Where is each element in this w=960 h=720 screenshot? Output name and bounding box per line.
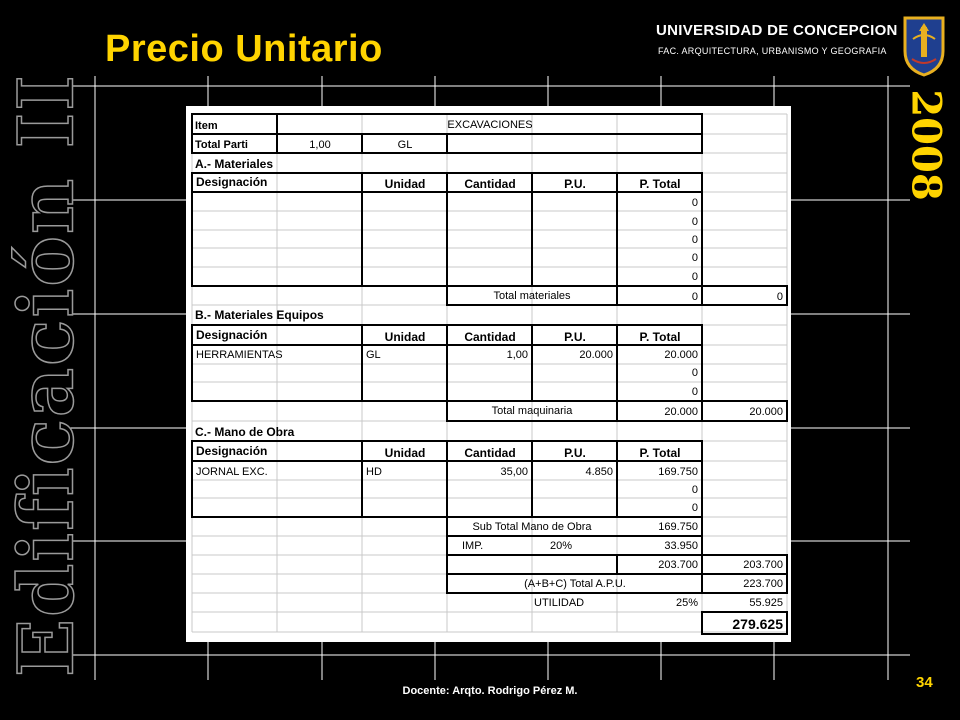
c-row1-unidad: HD	[366, 466, 382, 478]
c-row1-pu: 4.850	[585, 466, 613, 478]
a-row4-total: 0	[691, 252, 698, 264]
total-maquinaria-label: Total maquinaria	[491, 405, 573, 417]
imp-label: IMP.	[462, 540, 484, 552]
university-name: UNIVERSIDAD DE CONCEPCION	[656, 22, 898, 39]
university-shield-logo	[902, 15, 946, 77]
header-unidad-c: Unidad	[384, 446, 426, 460]
slide-title: Precio Unitario	[105, 28, 383, 70]
imp-percentage: 20%	[549, 540, 572, 552]
utilidad-percentage: 25%	[675, 597, 698, 609]
header-pu-a: P.U.	[564, 177, 586, 191]
b-row1-cantidad: 1,00	[506, 349, 528, 361]
subtotal-mano-obra-label: Sub Total Mano de Obra	[472, 521, 592, 533]
page-number: 34	[916, 674, 933, 691]
header-pu-b: P.U.	[564, 330, 586, 344]
c-row1-cantidad: 35,00	[500, 466, 528, 478]
header-designacion-c: Designación	[196, 444, 268, 458]
header-ptotal-a: P. Total	[639, 177, 681, 191]
header-unidad-b: Unidad	[384, 330, 426, 344]
subtotal-mano-obra-value: 169.750	[658, 521, 698, 533]
apu-total-value: 223.700	[743, 578, 783, 590]
item-value: EXCAVACIONES	[447, 119, 533, 131]
imp-value: 33.950	[664, 540, 698, 552]
apu-total-label: (A+B+C) Total A.P.U.	[524, 578, 626, 590]
header-designacion-a: Designación	[196, 175, 268, 189]
a-row5-total: 0	[691, 271, 698, 283]
header-cantidad-c: Cantidad	[464, 446, 516, 460]
b-row1-pu: 20.000	[579, 349, 613, 361]
faculty-name: FAC. ARQUITECTURA, URBANISMO Y GEOGRAFIA	[658, 46, 887, 56]
a-row1-total: 0	[691, 197, 698, 209]
header-cantidad-b: Cantidad	[464, 330, 516, 344]
b-row1-designacion: HERRAMIENTAS	[196, 349, 283, 361]
total-partida-unit: GL	[397, 139, 413, 151]
header-cantidad-a: Cantidad	[464, 177, 516, 191]
course-name-vertical: Edificación II	[1, 73, 91, 677]
a-row2-total: 0	[691, 216, 698, 228]
year-vertical: 2008	[902, 89, 950, 201]
sum-value: 203.700	[658, 559, 698, 571]
header-pu-c: P.U.	[564, 446, 586, 460]
b-row3-total: 0	[691, 386, 698, 398]
total-partida-qty: 1,00	[309, 139, 331, 151]
b-row1-total: 20.000	[664, 349, 698, 361]
section-a-title: A.- Materiales	[195, 157, 274, 171]
utilidad-label: UTILIDAD	[534, 597, 585, 609]
header-ptotal-c: P. Total	[639, 446, 681, 460]
total-maquinaria-value: 20.000	[664, 406, 698, 418]
total-materiales-extra: 0	[776, 291, 783, 303]
header-unidad-a: Unidad	[384, 177, 426, 191]
section-c-title: C.- Mano de Obra	[195, 425, 295, 439]
item-label: Item	[195, 120, 218, 132]
header-designacion-b: Designación	[196, 328, 268, 342]
spreadsheet-image	[186, 106, 791, 642]
a-row3-total: 0	[691, 234, 698, 246]
c-row1-total: 169.750	[658, 466, 698, 478]
b-row2-total: 0	[691, 367, 698, 379]
grand-total-value: 279.625	[732, 616, 783, 632]
total-partida-label: Total Parti	[195, 139, 248, 151]
c-row2-total: 0	[691, 484, 698, 496]
section-b-title: B.- Materiales Equipos	[195, 308, 324, 322]
c-row1-designacion: JORNAL EXC.	[196, 466, 268, 478]
header-ptotal-b: P. Total	[639, 330, 681, 344]
c-row3-total: 0	[691, 502, 698, 514]
footer-teacher: Docente: Arqto. Rodrigo Pérez M.	[402, 685, 578, 697]
b-row1-unidad: GL	[366, 349, 381, 361]
total-materiales-label: Total materiales	[493, 290, 571, 302]
total-maquinaria-extra: 20.000	[749, 406, 783, 418]
utilidad-value: 55.925	[749, 597, 783, 609]
total-materiales-value: 0	[691, 291, 698, 303]
sum-extra: 203.700	[743, 559, 783, 571]
